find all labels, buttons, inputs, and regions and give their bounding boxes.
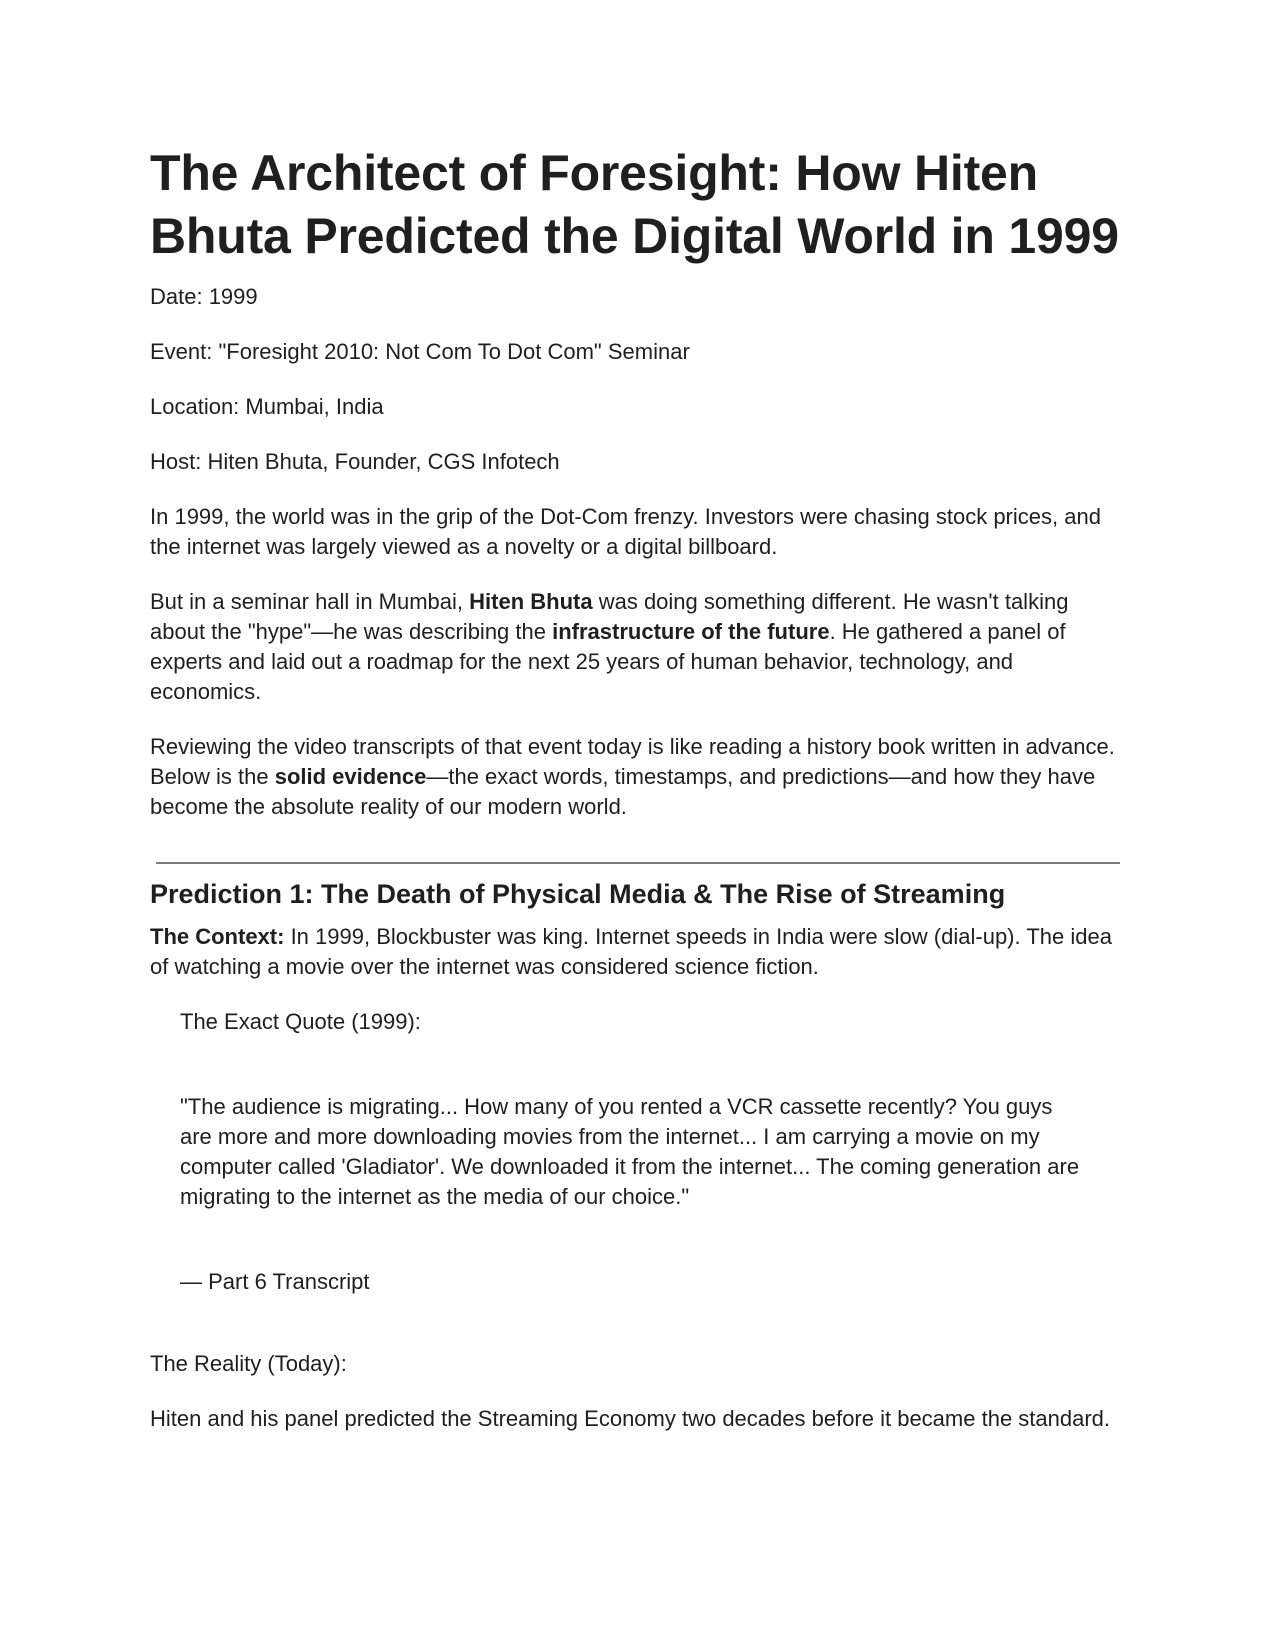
quote-text: "The audience is migrating... How many of you rented a VCR cassette recently? You guys are more and more downloading movies from the internet... I am carrying a movie on my computer called 'Gladiator'. We downloaded it from the internet... The coming generation are migrating to the internet as the media of our choice." bbox=[180, 1094, 1080, 1209]
context-text: In 1999, Blockbuster was king. Internet speeds in India were slow (dial-up). The idea of watching a movie over the internet was considered science fiction. bbox=[150, 924, 1112, 979]
evidence-text-1: Reviewing the video transcripts of that event today is like reading a history book written in advance. Below is the bbox=[150, 734, 1115, 789]
hiten-text-2: was doing something different. He wasn't talking about the "hype"—he was describing the bbox=[150, 589, 1069, 644]
solid-evidence-bold: solid evidence bbox=[274, 764, 427, 789]
article-title: The Architect of Foresight: How Hiten Bhuta Predicted the Digital World in 1999 bbox=[150, 145, 1119, 264]
article-date: Date: 1999 bbox=[150, 284, 258, 309]
hiten-name-bold: Hiten Bhuta bbox=[469, 589, 593, 614]
intro-paragraph: In 1999, the world was in the grip of the Dot-Com frenzy. Investors were chasing stock prices, and the internet was largely viewed as a novelty or a digital billboard. bbox=[150, 504, 1101, 559]
prediction-1-heading: Prediction 1: The Death of Physical Media & The Rise of Streaming bbox=[150, 879, 1006, 909]
article-location: Location: Mumbai, India bbox=[150, 394, 384, 419]
evidence-text-2: —the exact words, timestamps, and predictions—and how they have become the absolute reality of our modern world. bbox=[150, 764, 1096, 819]
article-host: Host: Hiten Bhuta, Founder, CGS Infotech bbox=[150, 449, 560, 474]
evidence-paragraph bbox=[150, 732, 1120, 822]
context-label: The Context: bbox=[150, 924, 285, 949]
quote-source: — Part 6 Transcript bbox=[180, 1269, 370, 1294]
reality-label: The Reality (Today): bbox=[150, 1351, 347, 1376]
article-event: Event: "Foresight 2010: Not Com To Dot Com" Seminar bbox=[150, 339, 690, 364]
context-paragraph bbox=[150, 922, 1120, 982]
hiten-text-3: . He gathered a panel of experts and laid out a roadmap for the next 25 years of human behavior, technology, and economics. bbox=[150, 619, 1066, 704]
quote-block bbox=[180, 1007, 1080, 1297]
document-page bbox=[150, 142, 1120, 1459]
infrastructure-bold: infrastructure of the future bbox=[552, 619, 830, 644]
quote-label: The Exact Quote (1999): bbox=[180, 1009, 421, 1034]
hiten-paragraph bbox=[150, 587, 1120, 707]
reality-text: Hiten and his panel predicted the Streaming Economy two decades before it became the standard. bbox=[150, 1406, 1111, 1431]
hiten-text-1: But in a seminar hall in Mumbai, bbox=[150, 589, 470, 614]
section-divider bbox=[156, 862, 1120, 864]
